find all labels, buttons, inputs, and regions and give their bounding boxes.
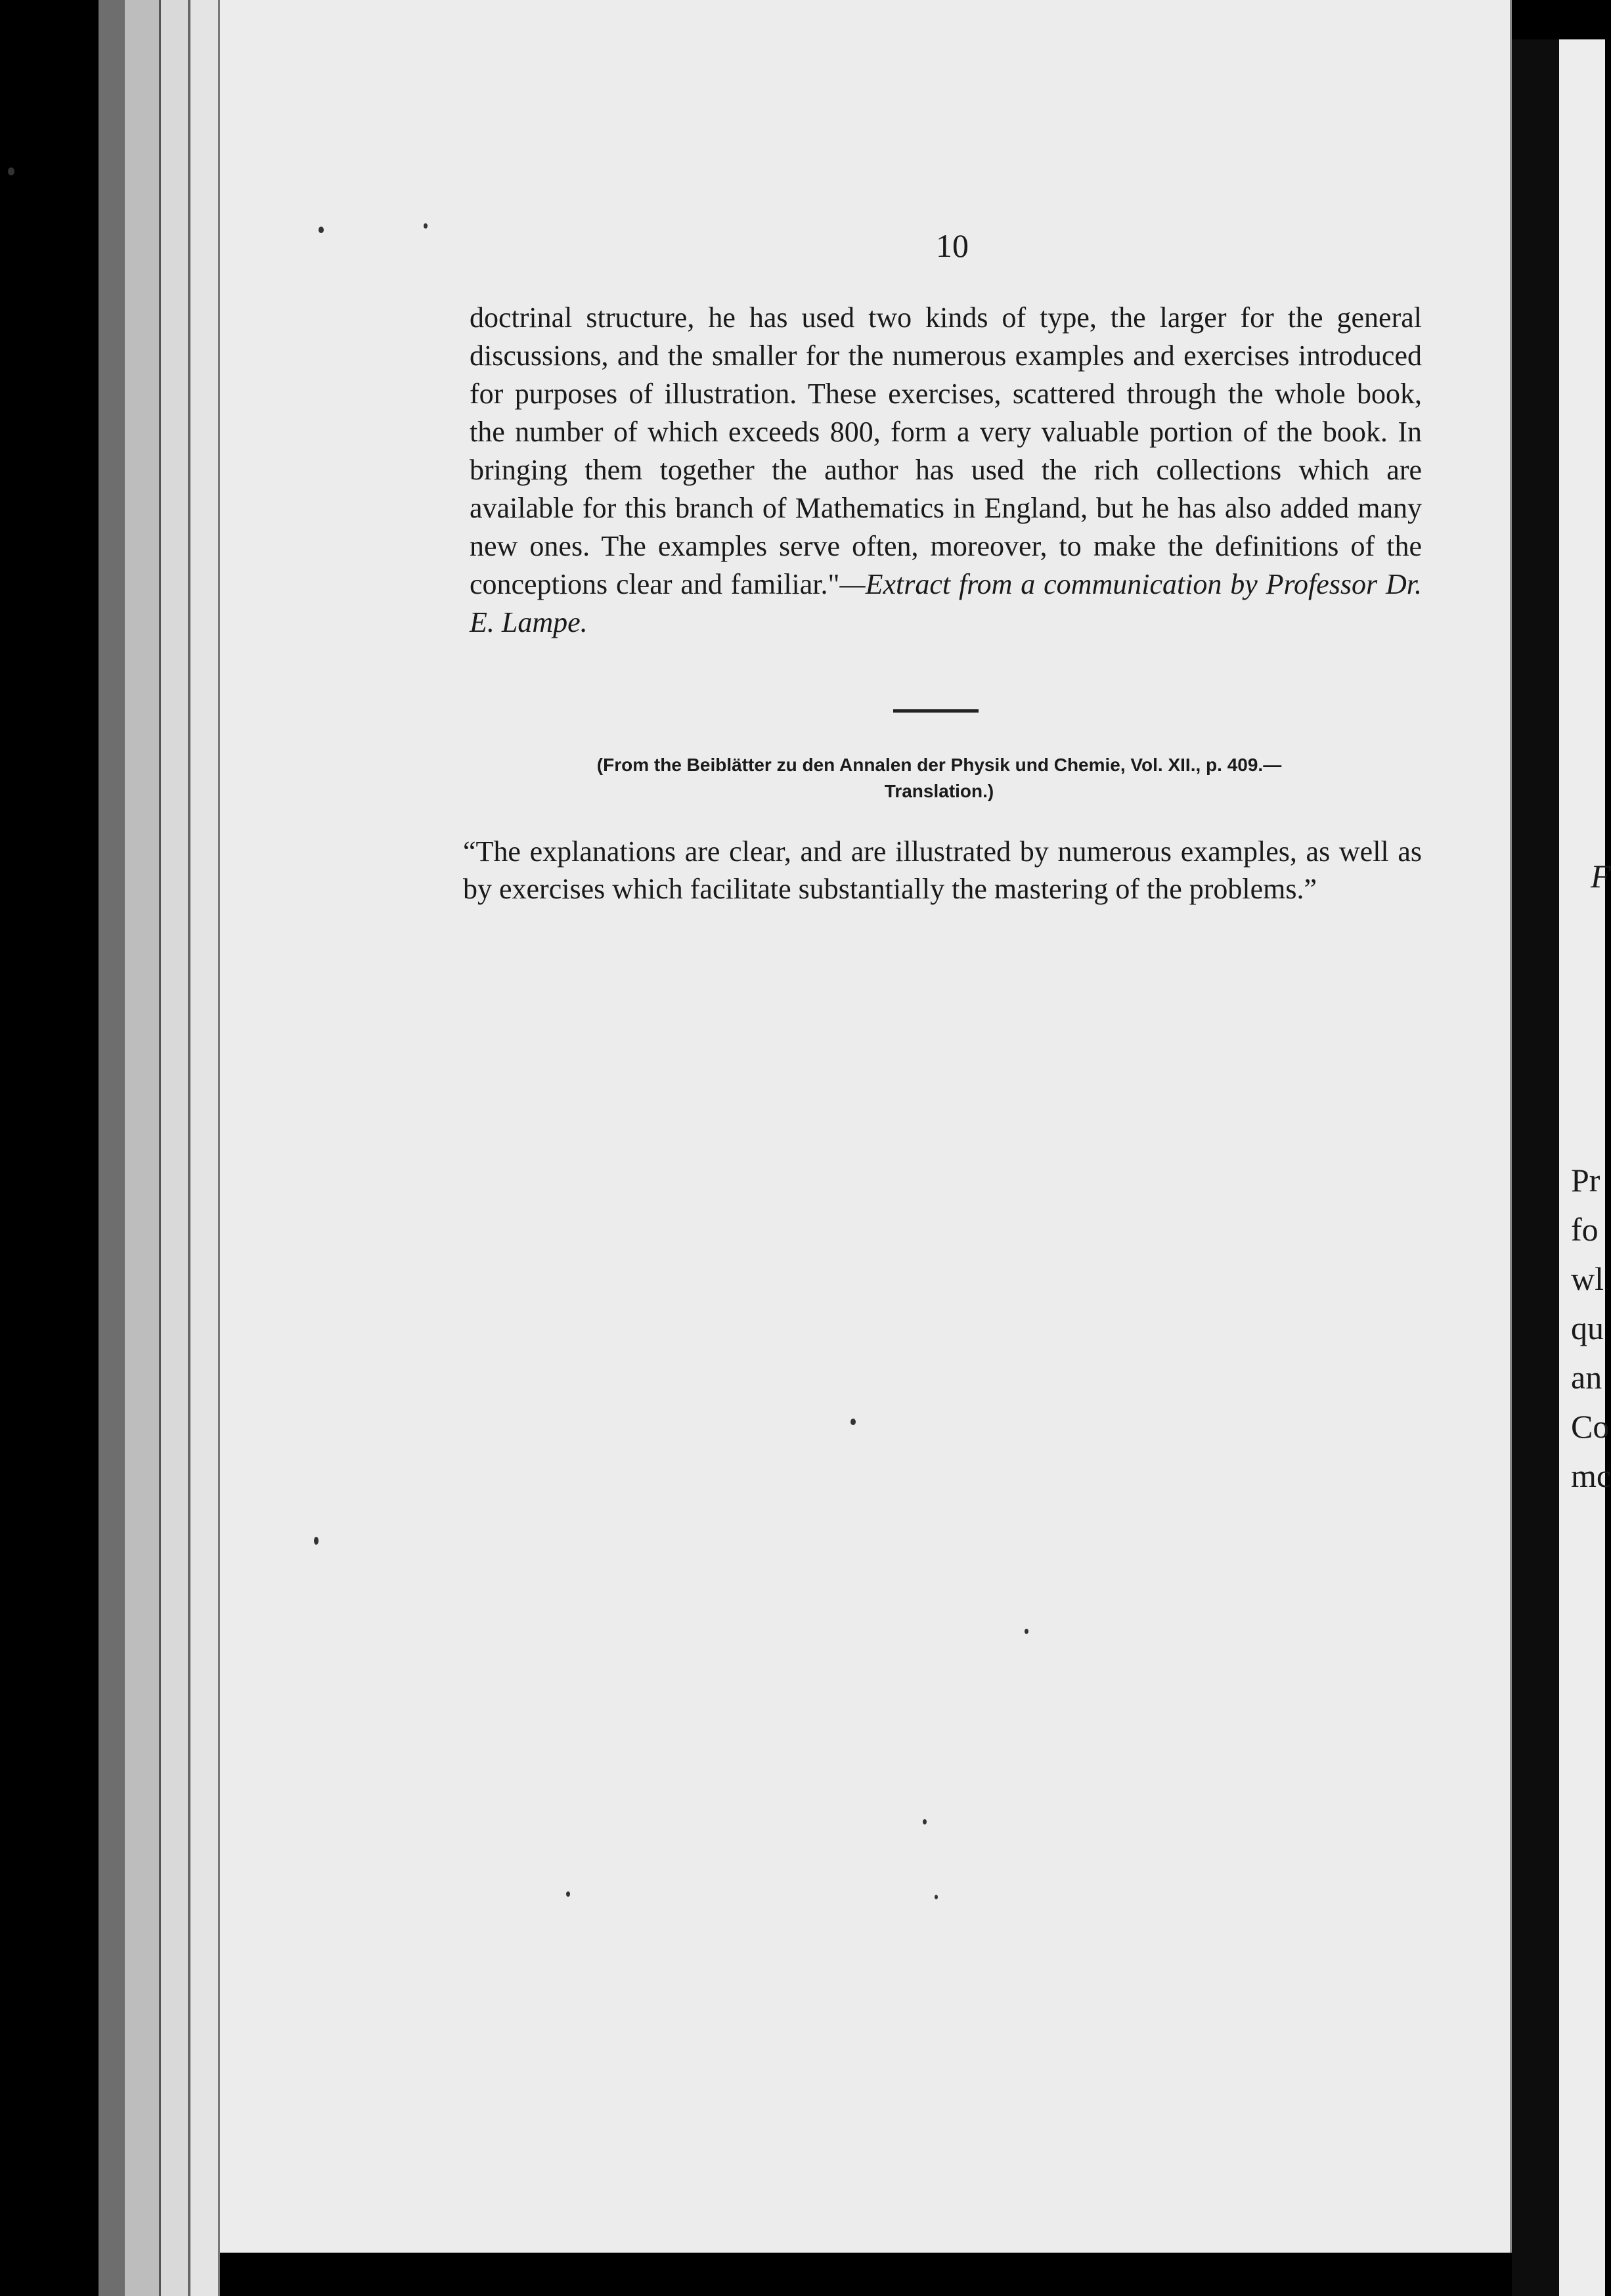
page-edge [190,0,220,2296]
scan-speck [923,1819,927,1824]
adjacent-page-fragment: qu [1571,1310,1604,1346]
page-edge [161,0,190,2296]
page-edge [125,0,161,2296]
scan-speck [935,1895,938,1899]
page-number: 10 [936,227,969,264]
adjacent-page-fragment: mc [1571,1457,1611,1494]
background [1512,0,1605,39]
scan-speck [8,167,14,175]
scan-speck [314,1537,319,1545]
scan-speck [566,1891,570,1897]
adjacent-page-fragment: F [1591,858,1611,894]
source-note [460,752,1419,805]
paragraph-text: doctrinal structure, he has used two kinds of type, the larger for the general discussions, and the smaller for the numerous examples and exercises introduced for purposes of illustration. These exercises, scattered through the whole book, the number of which exceeds 800, form a very valuable portion of the book. In bringing them together the author has used the rich collections which are available for this branch of Mathematics in England, but he has also added many new ones. The examples serve often, moreover, to make the definitions of the conceptions clear and familiar." [470,301,1422,600]
source-note-line: Translation.) [884,781,994,801]
adjacent-page-fragment: Pr [1571,1162,1600,1199]
scan-speck [850,1419,856,1425]
adjacent-page-fragment: wl [1571,1260,1604,1297]
adjacent-page-fragment: Co [1571,1408,1610,1445]
scan-speck [424,223,428,229]
section-divider [893,709,979,713]
page-edge [99,0,125,2296]
book-spine-shadow [0,0,99,2296]
source-note-line: (From the Beiblätter zu den Annalen der Physik und Chemie, Vol. XII., p. 409.— [596,755,1282,775]
scan-speck [319,227,324,233]
adjacent-page-fragment: fo [1571,1211,1599,1248]
attribution: —Extract from a communication by Professor Dr. E. Lampe. [470,568,1422,638]
adjacent-page-fragment: an [1571,1359,1602,1396]
body-paragraph [470,299,1422,642]
review-quote: “The explanations are clear, and are illustrated by numerous examples, as well as by exercises which facilitate substantially the mastering of the problems.” [463,835,1422,905]
adjacent-page [1559,39,1611,2296]
scan-speck [1025,1629,1028,1634]
book-gutter [1512,39,1559,2296]
